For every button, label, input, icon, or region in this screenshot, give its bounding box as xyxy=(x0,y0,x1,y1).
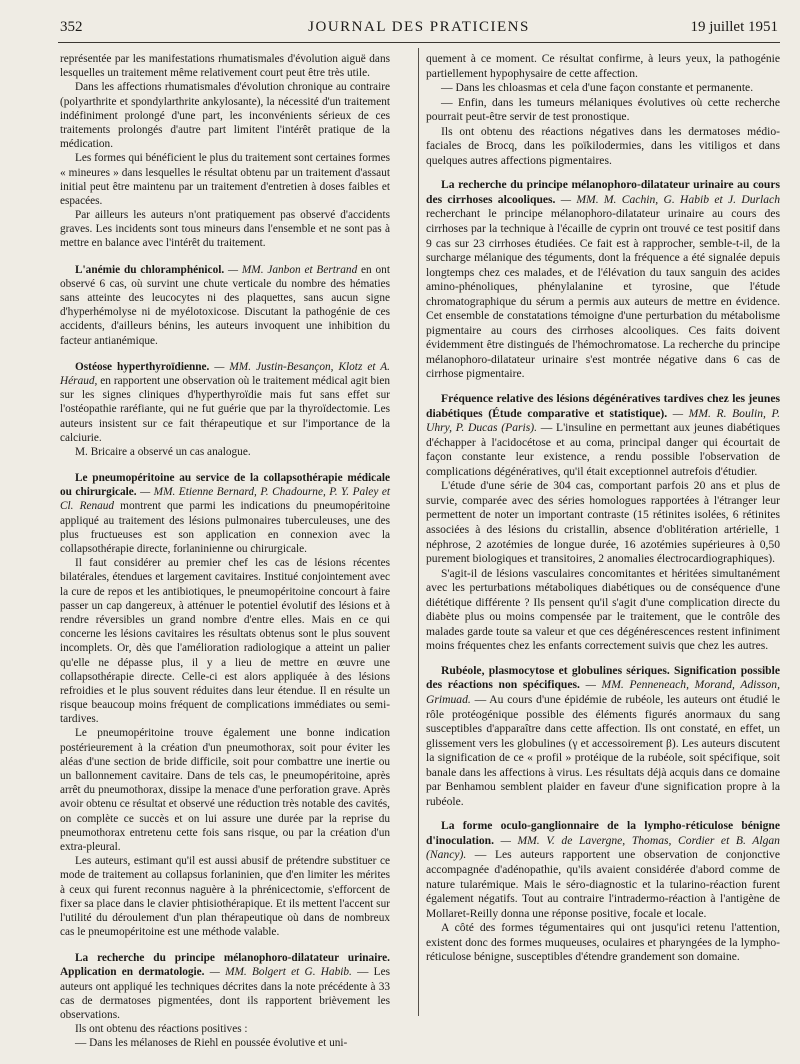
article-text: — Les auteurs rapportent une observation de conjonctive accompagnée d'adénopathie, qu'ils avaient considérée d'abord comme de nature tularémique. Mais le séro-diagnostic et la tularino-réaction furent également négatifs. Tout au contraire l'intradermo-réaction à l'antigène de Mollaret-Reilly donna une réponse positive, focale et locale. xyxy=(426,848,780,920)
paragraph: — Enfin, dans les tumeurs mélaniques évolutives où cette recherche pourrait peut-être servir de test pronostique. xyxy=(426,95,780,124)
article-authors: — MM. V. de Lavergne, Thomas, Cordier et B. Algan (Nancy). xyxy=(426,833,780,862)
paragraph: — Dans les chloasmas et cela d'une façon constante et permanente. xyxy=(441,81,754,95)
article-lympho-reticulose xyxy=(426,819,780,921)
paragraph: — Dans les mélanoses de Riehl en poussée évolutive et uni- xyxy=(75,1037,348,1050)
article-pneumoperitoine xyxy=(60,471,390,556)
article-text: — Les auteurs ont appliqué les techniques décrites dans la note précédente à 33 cas de dermatoses pigmentées, dont ils rapportent brièvement les observations. xyxy=(60,966,390,1021)
article-melanophoro-dermatologie xyxy=(60,951,390,1022)
article-heading: Fréquence relative des lésions dégénératives tardives chez les jeunes diabétiques (Étude comparative et statistique). xyxy=(426,392,780,420)
article-cirrhoses xyxy=(426,178,780,382)
article-heading: La recherche du principe mélanophoro-dilatateur urinaire au cours des cirrhoses alcooliques. xyxy=(426,178,780,206)
article-heading: Le pneumopéritoine au service de la collapsothérapie médicale ou chirurgicale. xyxy=(60,472,390,499)
article-heading: La recherche du principe mélanophoro-dilatateur urinaire. Application en dermatologie. xyxy=(60,952,390,979)
paragraph: L'étude d'une série de 304 cas, comportant parfois 20 ans et plus de survie, comparée avec des séries homologues rapportées à l'étranger leur permettent de noter un important contraste (15 rétinites isolées, 6 rétinites associées à des lésions du cristallin, absence d'oblitération artérielle, 1 néphrose, 2 azotémies de longue durée, 16 azotémies supérieures à 0,50 purement biologiques et transitoires, 2 anomalies électrocardiographiques). xyxy=(426,479,780,566)
issue-date: 19 juillet 1951 xyxy=(690,19,778,35)
article-text: en ont observé 6 cas, où survint une chute verticale du nombre des hématies sans atteinte des leucocytes ni des plaquettes, sans aucun signe d'hyperhémolyse ni de myélotoxicose. Discutant la pathogénie de ces accidents, d'ailleurs bénins, les auteurs invoquent une inhibition du facteur antianémique. xyxy=(60,263,390,347)
article-text: — Au cours d'une épidémie de rubéole, les auteurs ont étudié le rôle protéogénique possible des éléments figurés anormaux du sang susceptibles d'apparaître dans cette affection. Ils ont constaté, en effet, un glissement vers les globulines (γ et accessoirement β). Les auteurs discutent la signification de ce « profil » protéique de la rubéole, soit spécifique, soit banale dans les affections à virus. Les résultats déjà acquis dans ce domaine par Benhamou semblent plaider en faveur d'une signification propre à la rubéole. xyxy=(426,692,780,808)
article-heading: La forme oculo-ganglionnaire de la lympho-réticulose bénigne d'inoculation. xyxy=(426,819,780,847)
article-authors: — MM. Justin-Besançon, Klotz et A. Héraud, xyxy=(60,360,390,387)
column-divider xyxy=(418,48,419,1016)
journal-title: JOURNAL DES PRATICIENS xyxy=(308,19,530,35)
article-authors: — MM. R. Boulin, P. Uhry, P. Ducas (Paris). xyxy=(426,406,780,435)
article-authors: — MM. Etienne Bernard, P. Chadourne, P. Y. Paley et Cl. Renaud xyxy=(60,486,390,513)
article-text: montrent que parmi les indications du pneumopéritoine appliqué au traitement des lésions pulmonaires tuberculeuses, une des plus fructueuses est son application en connexion avec la collapsothérapie directe, forlaninienne ou chirurgicale. xyxy=(60,500,391,555)
article-heading: Rubéole, plasmocytose et globulines sériques. Signification possible des réactions non spécifiques. xyxy=(426,663,780,692)
paragraph: Les auteurs, estimant qu'il est aussi abusif de prétendre substituer ce mode de traitement au collapsus forlaninien, que d'en limiter les mérites à ceux qui furent reconnus naguère à la phrénicectomie, s'efforcent de fixer sa place dans le clavier phtisiothérapique. Et ils mettent l'accent sur l'utilité du déroulement d'un plan thérapeutique où dans de nombreux cas le pneumopéritoine est une méthode valable. xyxy=(60,855,390,939)
article-authors: — MM. Penneneach, Morand, Adisson, Grimuad. xyxy=(426,678,780,706)
paragraph: Ils ont obtenu des réactions négatives dans les dermatoses médio-faciales de Brocq, dans les poïkilodermies, dans les vitiligos et dans quelques autres affections pigmentaires. xyxy=(426,124,780,167)
article-rubeole xyxy=(426,664,780,809)
article-diabetiques xyxy=(426,392,780,479)
paragraph: quement à ce moment. Ce résultat confirme, à leurs yeux, la pathogénie partiellement hypophysaire de cette affection. xyxy=(426,52,780,80)
paragraph: Dans les affections rhumatismales d'évolution chronique au contraire (polyarthrite et spondylarthrite ankylosante), la nécessité d'un traitement indéfiniment prolongé d'une part, les inconvénients sérieux de ces traitements prolongés d'autre part limitent l'intérêt pratique de la médication. xyxy=(60,81,390,151)
paragraph: représentée par les manifestations rhumatismales d'évolution aiguë dans lesquelles un traitement même relativement court peut être très utile. xyxy=(60,53,390,80)
page-number: 352 xyxy=(60,19,83,35)
paragraph: Les formes qui bénéficient le plus du traitement sont certaines formes « mineures » dans lesquelles le résultat obtenu par un traitement d'assaut initial peut être maintenu par un traitement d'entretien à doses faibles et espacées. xyxy=(60,152,390,207)
article-authors: — MM. Bolgert et G. Habib. xyxy=(209,966,358,979)
left-column xyxy=(60,52,390,1051)
paragraph: Ils ont obtenu des réactions positives : xyxy=(75,1023,248,1036)
page-header xyxy=(60,14,778,40)
paragraph: Le pneumopéritoine trouve également une bonne indication postérieurement à la création d'un pneumothorax, soit pour éviter les aléas d'une section de bride difficile, soit pour combattre une inertie ou un ballonnement cavitaire. Dans de tels cas, le pneumopéritoine, après arrêt du pneumothorax, dissipe la menace d'une perforation grave. Après avoir obtenu ce résultat et observé une réduction très notable des cavités, on complète ce succès et on lui assure une durée par la reprise du pneumothorax entretenu cette fois sans risque, ou par la création d'un extra-pleural. xyxy=(60,727,390,853)
paragraph: S'agit-il de lésions vasculaires concomitantes et héritées simultanément avec les perturbations métaboliques diabétiques ou de conséquence d'une diététique différente ? Ils pensent qu'il s'agit d'une complication directe du diabète plus ou moins compensée par le traitement, que le contrôle des malades garde toute sa valeur et que ces dégénérescences restent infiniment moins fréquentes chez les enfants correctement suivis que chez les autres. xyxy=(426,566,780,653)
paragraph: A côté des formes tégumentaires qui ont jusqu'ici retenu l'attention, existent donc des formes muqueuses, oculaires et pharyngées de la lympho-réticulose bénigne, susceptibles d'étendre grandement son domaine. xyxy=(426,921,780,964)
right-column xyxy=(426,52,780,965)
article-text: — L'insuline en permettant aux jeunes diabétiques d'échapper à l'acidocétose et au coma, principal danger qui écourtait de façon constante leur existence, a rendu possible l'observation de complications dégénératives, qu'il était exceptionnel autrefois d'étudier. xyxy=(426,421,780,478)
article-text: en rapportent une observation où le traitement médical agit bien sur les signes cliniques d'hyperthyroïdie mais fut sans effet sur l'ostéopathie raréfiante, qui ne fut guérie que par la thyroïdectomie. Les auteurs insistent sur ce fait thérapeutique et sur l'importance de la calciurie. xyxy=(60,374,390,444)
header-rule xyxy=(58,42,780,43)
paragraph: M. Bricaire a observé un cas analogue. xyxy=(75,445,251,458)
article-heading: L'anémie du chloramphénicol. xyxy=(75,263,229,276)
article-text: recherchant le principe mélanophoro-dilatateur urinaire au cours des cirrhoses par la technique à l'écaille de cyprin ont trouvé ce test positif dans 9 cas sur 23 cirrhoses étudiées. Ce fait est à rapprocher, semble-t-il, de la surcharge mélanique des téguments, dont la fréquence a été signalée depuis longtemps chez ces malades, et de l'élévation du taux sanguin des acides amino-phénoliques, phénylalanine et tyrosine, que l'étude chromatographique du sérum a permis aux auteurs de mettre en évidence. Cet ensemble de constatations témoigne d'une perturbation du métabolisme pigmentaire au cours des cirrhoses alcooliques. Ces faits doivent évidemment être distingués de l'hémochromatose. La recherche du principe mélanophoro-dilatateur urinaire s'est montrée négative dans 6 cas de cirrhose pigmentaire. xyxy=(426,207,780,381)
article-authors: — MM. M. Cachin, G. Habib et J. Durlach xyxy=(560,192,781,206)
paragraph: Par ailleurs les auteurs n'ont pratiquement pas observé d'accidents graves. Les incidents sont tous mineurs dans l'ensemble et ne sont pas à mettre en balance avec l'intérêt du traitement. xyxy=(60,209,390,250)
article-heading: Ostéose hyperthyroïdienne. xyxy=(75,360,215,373)
article-chloramphenicol xyxy=(60,263,390,348)
paragraph: Il faut considérer au premier chef les cas de lésions récentes bilatérales, étendues et largement cavitaires. Institué conjointement avec la cure de repos et les antibiotiques, le pneumopéritoine concourt à faire passer un cap dangereux, à atténuer le potentiel évolutif des lésions et à rendre réversibles un grand nombre d'entre elles. Mais en ce qui concerne les lésions cavitaires les résultats obtenus sont le plus souvent incomplets. Or, dès que l'amélioration radiologique a atteint un palier qu'elle ne dépasse plus, il y a lieu de mettre en œuvre une collapsothérapie directe. Celle-ci est alors appliquée à des lésions refroidies et le plus souvent réduites dans leur étendue. Il en résulte un risque beaucoup moins fréquent de complications immédiates ou semi-tardives. xyxy=(60,557,390,726)
article-osteose xyxy=(60,360,390,445)
article-authors: — MM. Janbon et Bertrand xyxy=(228,263,362,276)
